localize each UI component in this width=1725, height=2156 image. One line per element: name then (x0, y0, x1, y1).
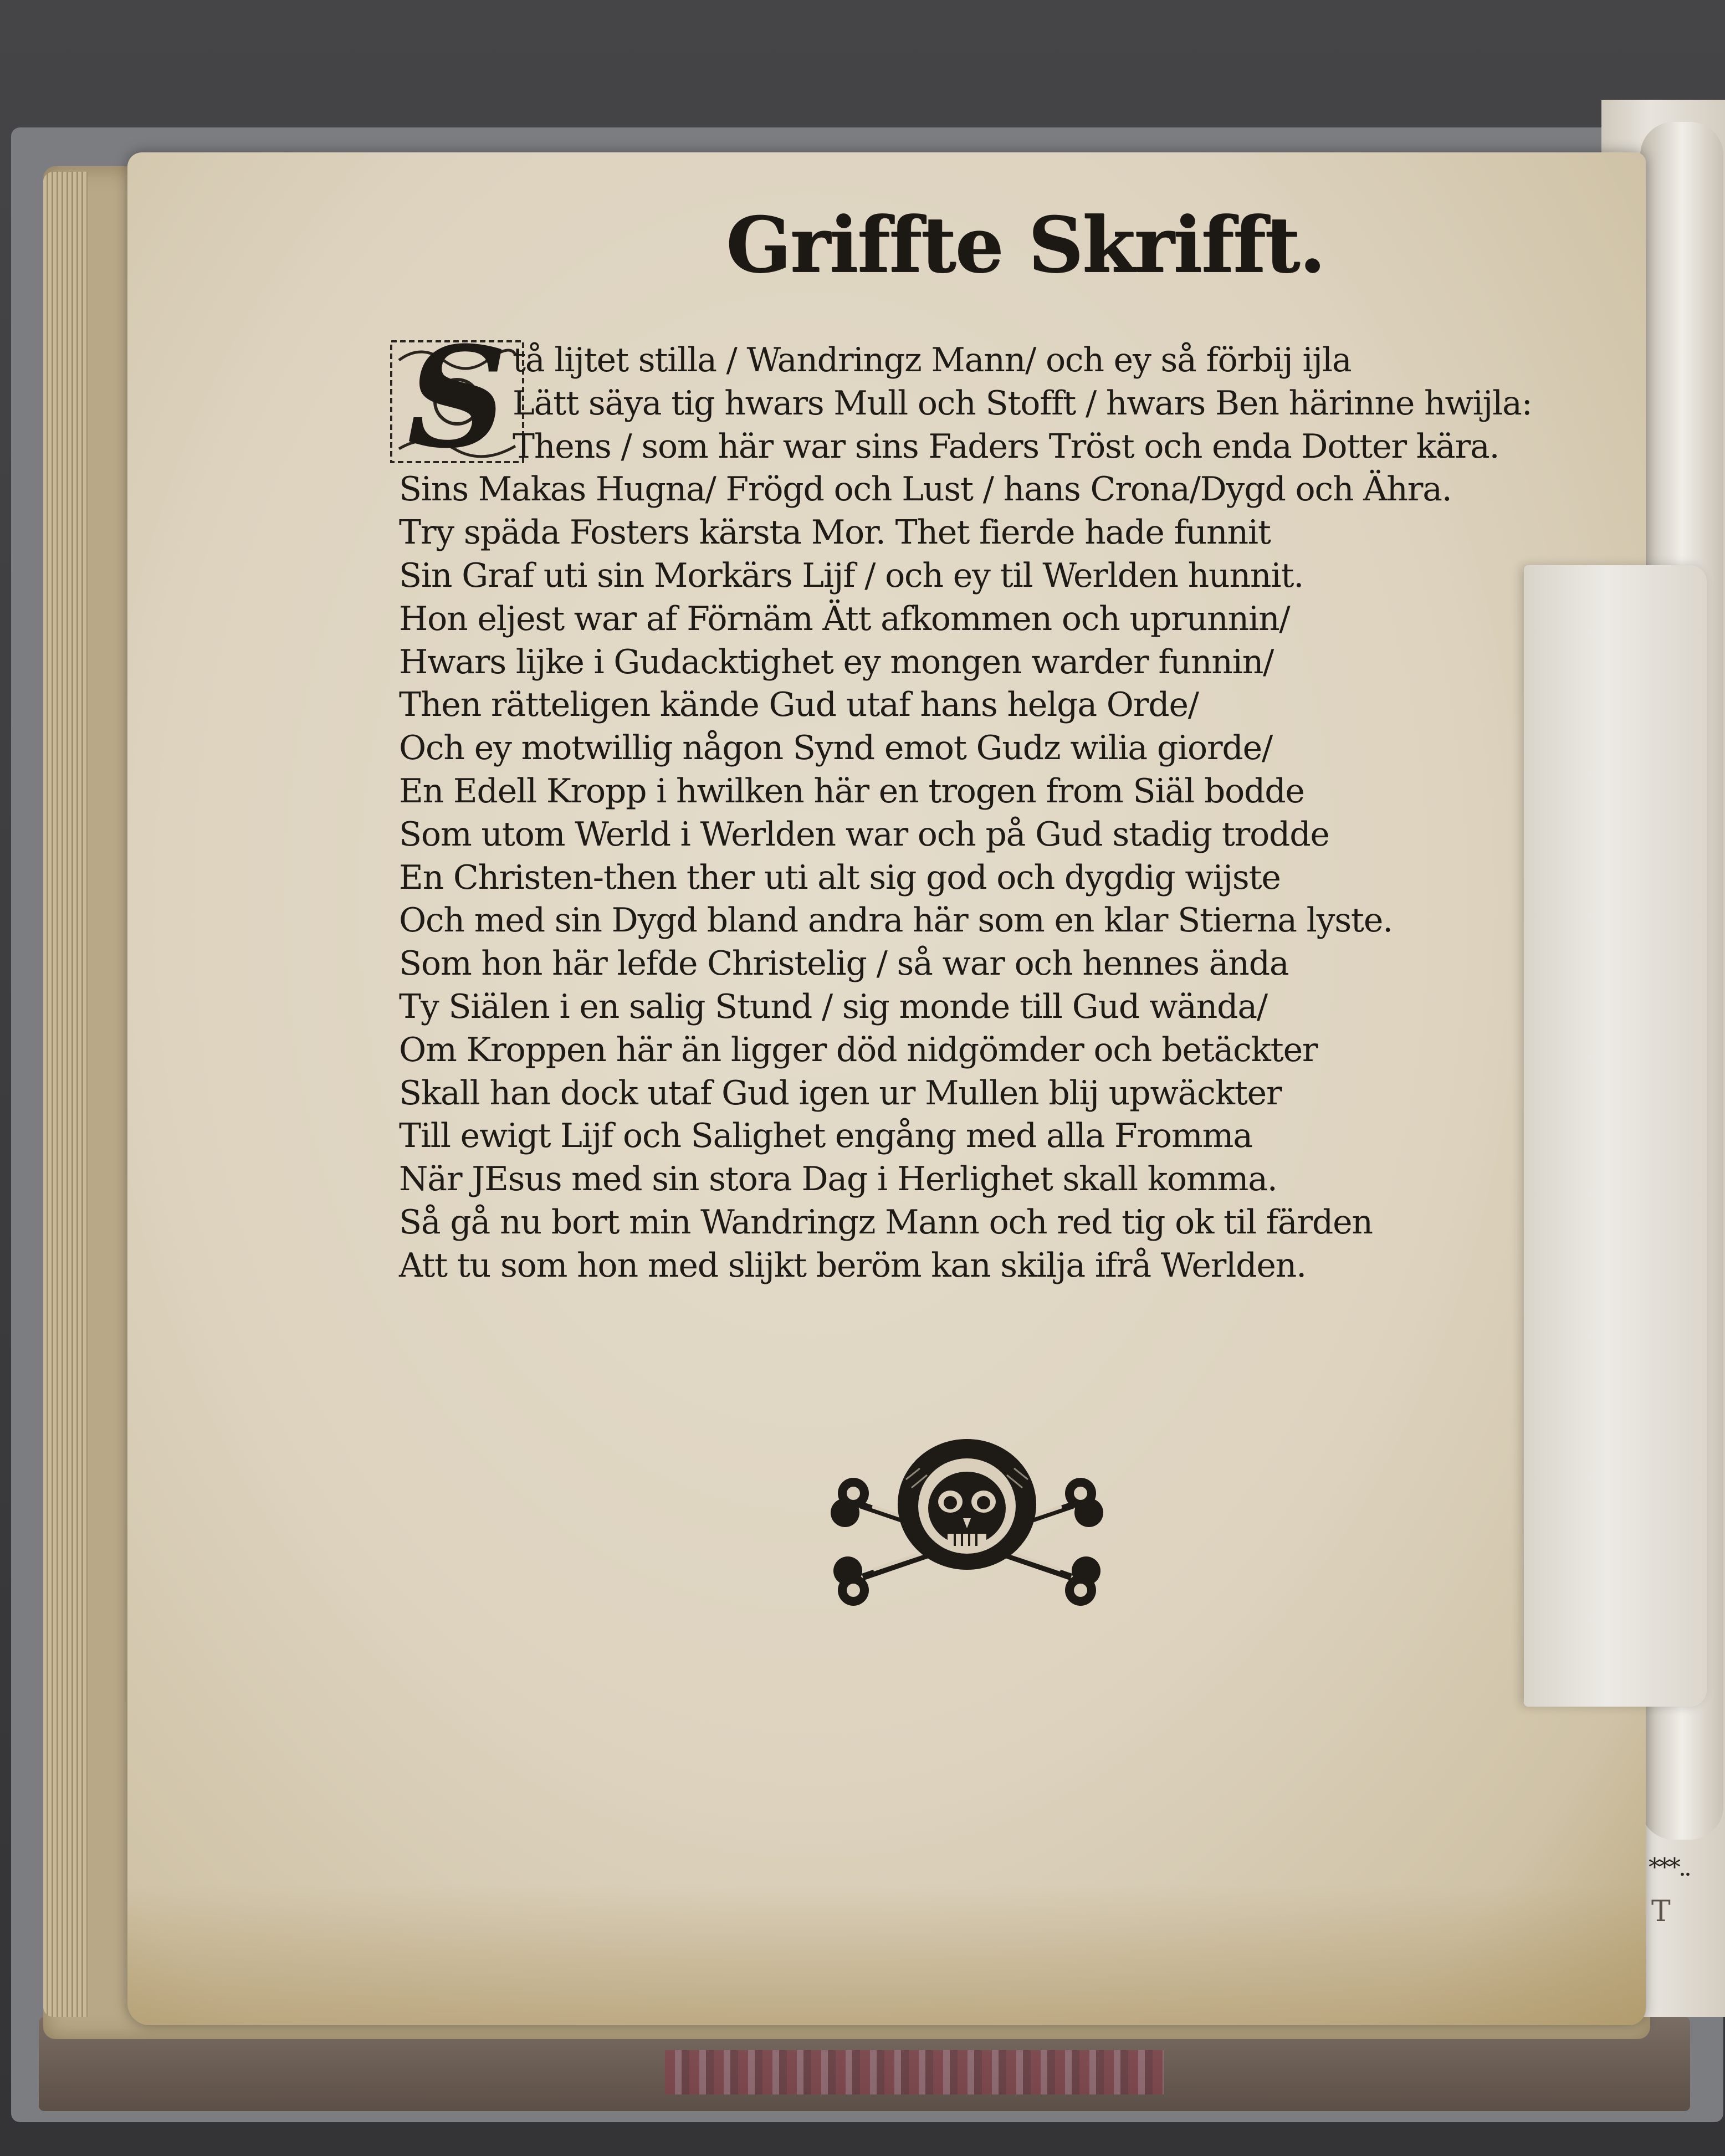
poem-line: Som utom Werld i Werlden war och på Gud stadig trodde (399, 815, 1329, 854)
epitaph-poem (399, 339, 1532, 1288)
poem-line: Sin Graf uti sin Morkärs Lijf / och ey til Werlden hunnit. (399, 556, 1304, 595)
cover-marbled-edge (665, 2050, 1164, 2094)
poem-line: Som hon här lefde Christelig / så war och hennes ända (399, 944, 1289, 984)
poem-line: Sins Makas Hugna/ Frögd och Lust / hans Crona/Dygd och Ähra. (399, 470, 1452, 509)
poem-line: Then rätteligen kände Gud utaf hans helga Orde/ (399, 685, 1199, 725)
poem-line: Hon eljest war af Förnäm Ätt afkommen och uprunnin/ (399, 599, 1290, 638)
poem-line: Och ey motwillig någon Synd emot Gudz wilia giorde/ (399, 729, 1272, 768)
foldout-stars: ***.. (1649, 1853, 1690, 1882)
poem-line: Thens / som här war sins Faders Tröst och enda Dotter kära. (513, 427, 1499, 466)
poem-line: Och med sin Dygd bland andra här som en klar Stierna lyste. (399, 901, 1393, 940)
drop-cap-letter: S (407, 316, 508, 479)
skull-and-crossbones-icon (828, 1435, 1105, 1612)
poem-line: tå lijtet stilla / Wandringz Mann/ och ey så förbij ijla (513, 341, 1352, 380)
poem-line: Try späda Fosters kärsta Mor. Thet fierde hade funnit (399, 513, 1271, 552)
foldout-letter: T (1651, 1895, 1671, 1928)
poem-line: Skall han dock utaf Gud igen ur Mullen blij upwäckter (399, 1073, 1282, 1113)
poem-line: Att tu som hon med slijkt beröm kan skilja ifrå Werlden. (399, 1246, 1306, 1285)
page-edges (43, 172, 88, 2017)
poem-line: När JEsus med sin stora Dag i Herlighet skall komma. (399, 1160, 1277, 1199)
foldout-sheet-front (1524, 565, 1707, 1707)
poem-line: En Christen-then ther uti alt sig god och dygdig wijste (399, 858, 1281, 897)
poem-line: Lätt säya tig hwars Mull och Stofft / hwars Ben härinne hwijla: (513, 383, 1532, 423)
poem-line: Till ewigt Lijf och Salighet engång med alla Fromma (399, 1117, 1252, 1156)
page-shadow (127, 1884, 1646, 2025)
page-title: Griffte Skrifft. (726, 199, 1325, 290)
poem-line: Ty Siälen i en salig Stund / sig monde till Gud wända/ (399, 987, 1267, 1026)
poem-line: En Edell Kropp i hwilken här en trogen from Siäl bodde (399, 771, 1304, 811)
poem-line: Om Kroppen här än ligger död nidgömder och betäckter (399, 1030, 1318, 1069)
poem-line: Så gå nu bort min Wandringz Mann och red tig ok til färden (399, 1202, 1373, 1242)
poem-line: Hwars lijke i Gudacktighet ey mongen warder funnin/ (399, 642, 1274, 682)
